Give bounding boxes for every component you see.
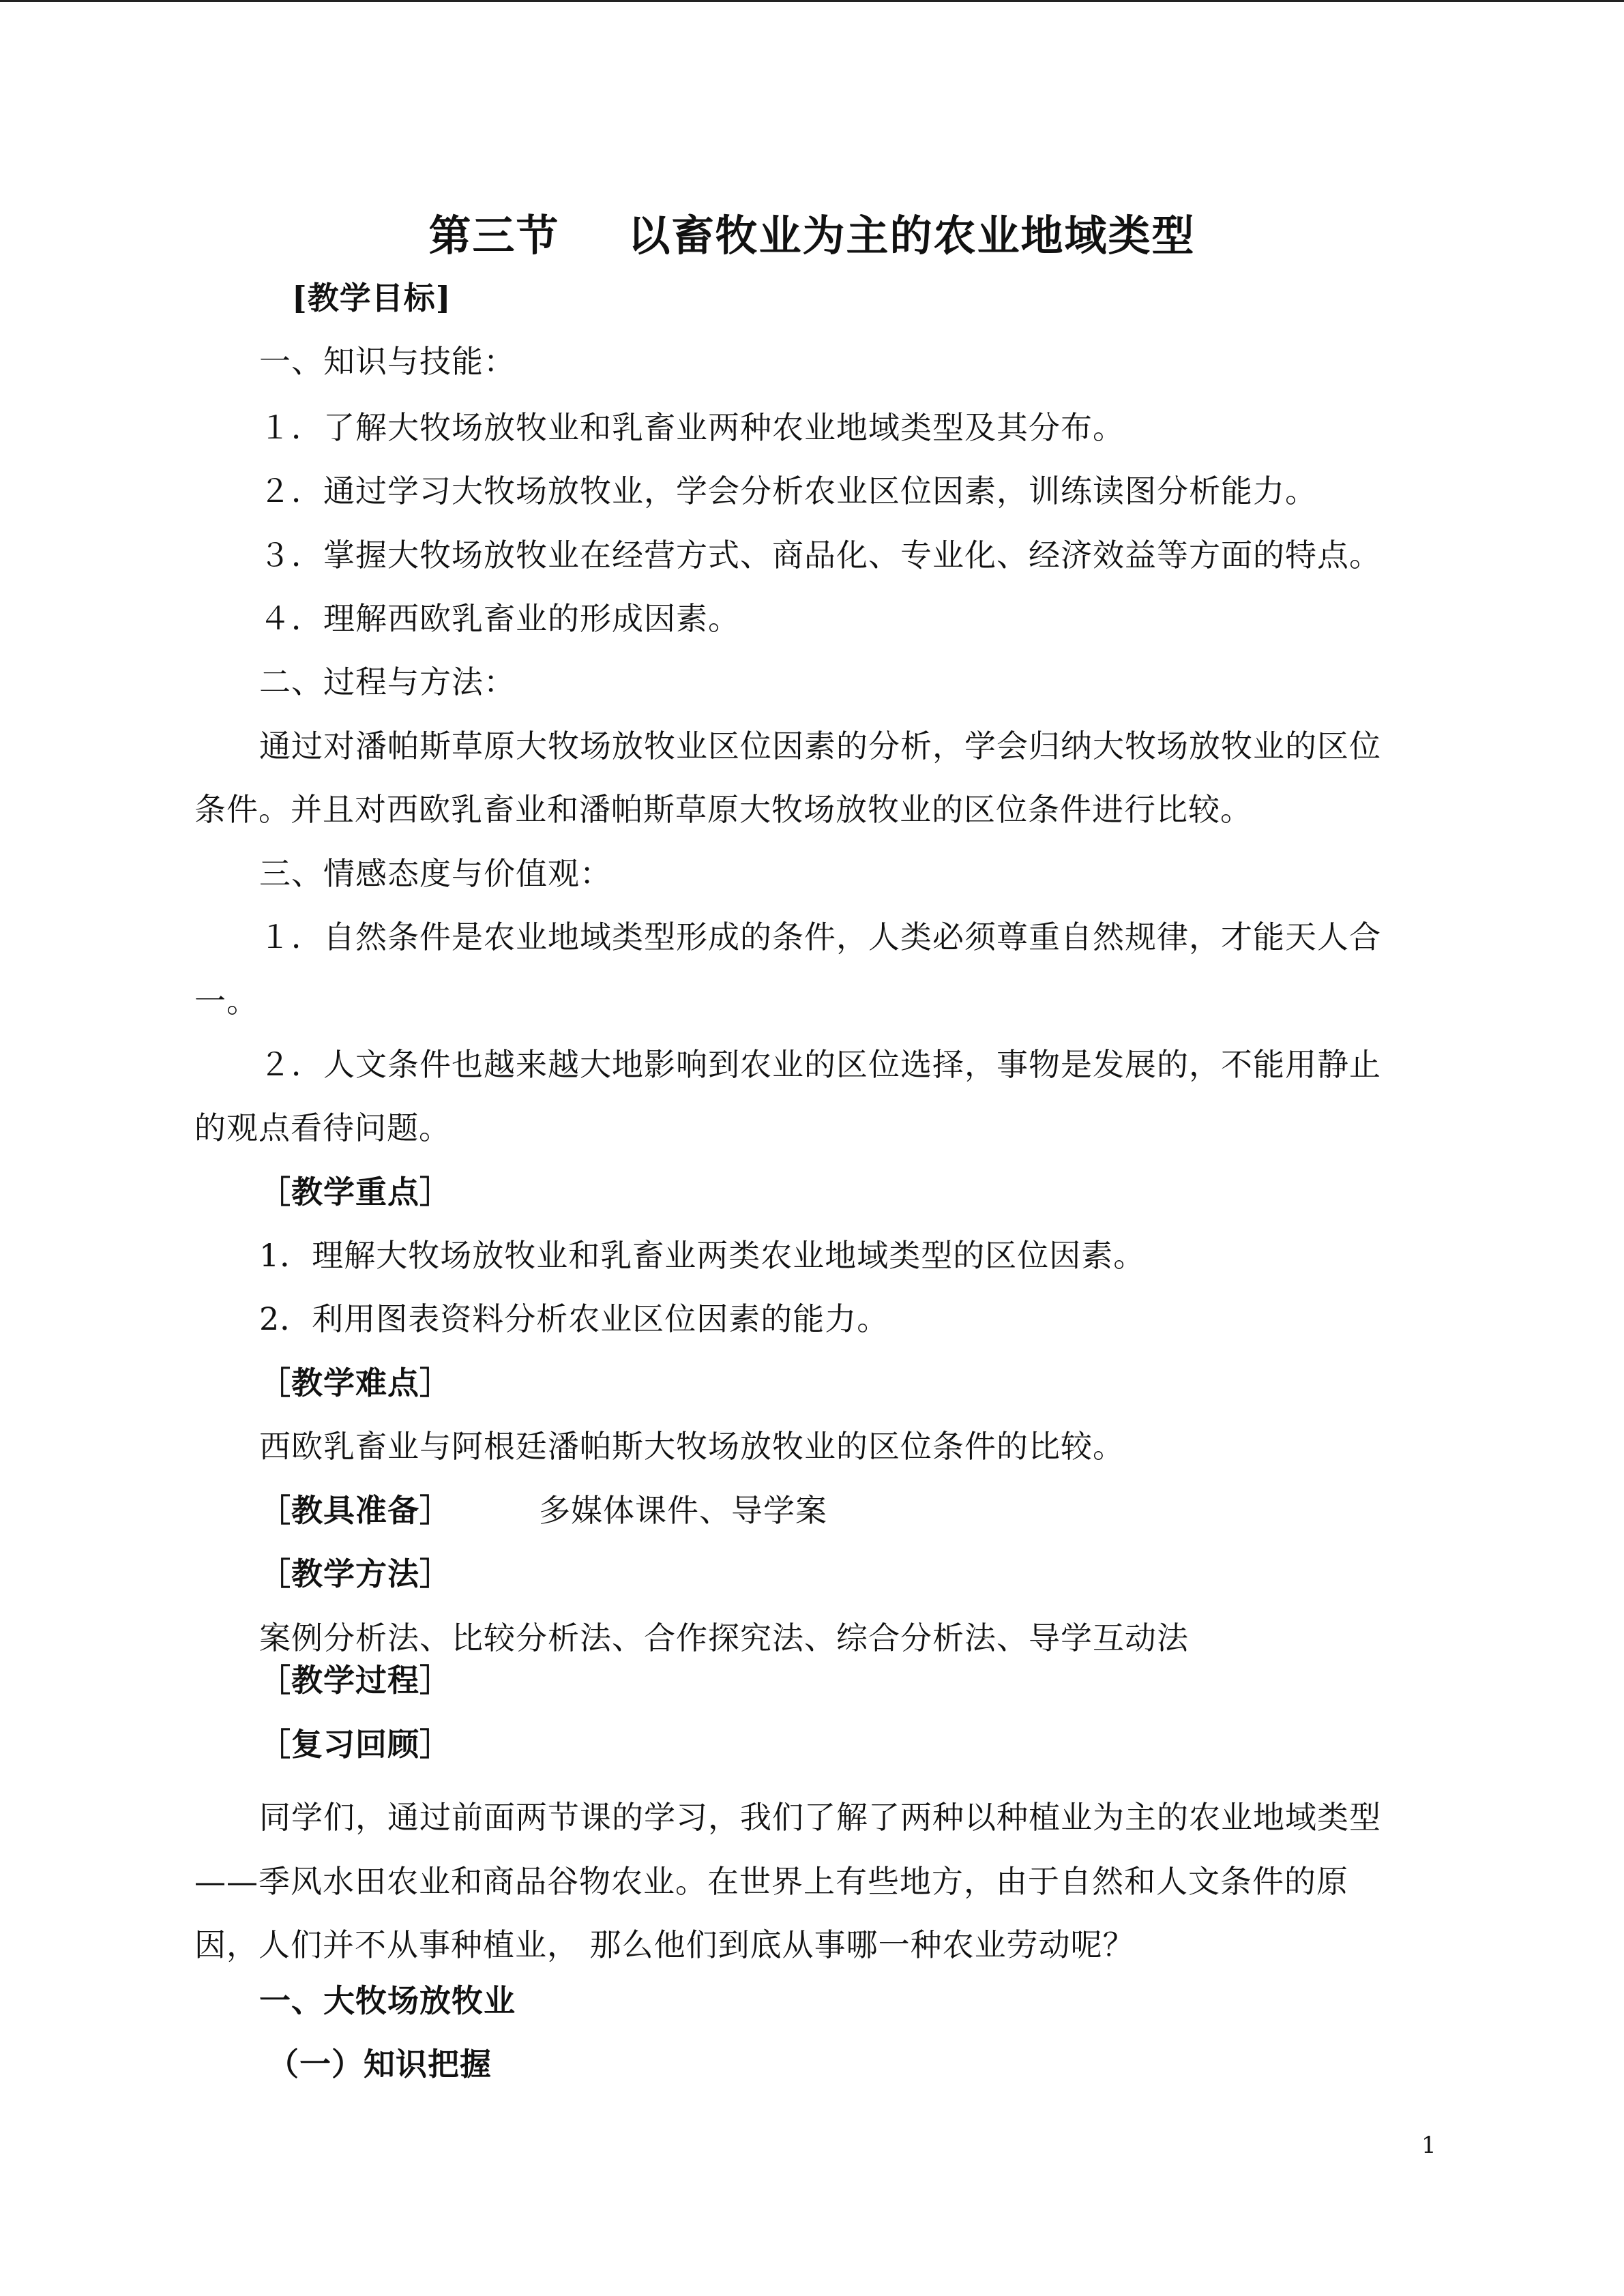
- knowledge-item-2: ２．通过学习大牧场放牧业，学会分析农业区位因素，训练读图分析能力。: [259, 473, 1317, 509]
- objectives-heading: [教学目标]: [292, 280, 452, 316]
- key-point-2: 2．利用图表资料分析农业区位因素的能力。: [259, 1300, 889, 1337]
- page-title: [0, 209, 1624, 263]
- emotion-heading: 三、情感态度与价值观：: [259, 855, 612, 892]
- tools-heading: ［教具准备］: [259, 1492, 452, 1529]
- tools-text: 多媒体课件、导学案: [539, 1492, 827, 1529]
- procedure-heading: ［教学过程］: [259, 1662, 452, 1699]
- knowledge-item-4: ４．理解西欧乳畜业的形成因素。: [259, 600, 740, 637]
- section-one-subheading: （一）知识把握: [267, 2046, 492, 2083]
- emotion-item-1-line-1: １．自然条件是农业地域类型形成的条件，人类必须尊重自然规律，才能天人合: [259, 919, 1381, 955]
- methods-heading: ［教学方法］: [259, 1555, 452, 1592]
- methods-text: 案例分析法、比较分析法、合作探究法、综合分析法、导学互动法: [259, 1620, 1189, 1656]
- process-line-1: 通过对潘帕斯草原大牧场放牧业区位因素的分析，学会归纳大牧场放牧业的区位: [259, 728, 1381, 764]
- key-points-heading: ［教学重点］: [259, 1174, 452, 1210]
- key-point-1: 1．理解大牧场放牧业和乳畜业两类农业地域类型的区位因素。: [259, 1237, 1146, 1274]
- title-section: 第三节: [428, 211, 560, 260]
- review-line-2: ——季风水田农业和商品谷物农业。在世界上有些地方，由于自然和人文条件的原: [194, 1863, 1348, 1900]
- knowledge-heading: 一、知识与技能：: [259, 343, 516, 380]
- review-heading: ［复习回顾］: [259, 1726, 452, 1763]
- review-line-3: 因，人们并不从事种植业， 那么他们到底从事哪一种农业劳动呢？: [194, 1926, 1135, 1963]
- title-name: 以畜牧业为主的农业地域类型: [628, 211, 1196, 260]
- knowledge-item-1: １．了解大牧场放牧业和乳畜业两种农业地域类型及其分布。: [259, 409, 1125, 446]
- emotion-item-2-line-1: ２．人文条件也越来越大地影响到农业的区位选择，事物是发展的，不能用静止: [259, 1046, 1381, 1083]
- process-heading: 二、过程与方法：: [259, 664, 516, 700]
- emotion-item-2-line-2: 的观点看待问题。: [194, 1109, 451, 1146]
- section-one-heading: 一、大牧场放牧业: [259, 1982, 516, 2019]
- page-number: 1: [1421, 2132, 1436, 2159]
- page-top-border: [0, 0, 1624, 2]
- knowledge-item-3: ３．掌握大牧场放牧业在经营方式、商品化、专业化、经济效益等方面的特点。: [259, 537, 1381, 573]
- difficulty-text: 西欧乳畜业与阿根廷潘帕斯大牧场放牧业的区位条件的比较。: [259, 1428, 1125, 1465]
- review-line-1: 同学们，通过前面两节课的学习，我们了解了两种以种植业为主的农业地域类型: [259, 1799, 1381, 1836]
- difficulty-heading: ［教学难点］: [259, 1365, 452, 1401]
- emotion-item-1-line-2: 一。: [194, 983, 259, 1019]
- process-line-2: 条件。并且对西欧乳畜业和潘帕斯草原大牧场放牧业的区位条件进行比较。: [194, 791, 1252, 828]
